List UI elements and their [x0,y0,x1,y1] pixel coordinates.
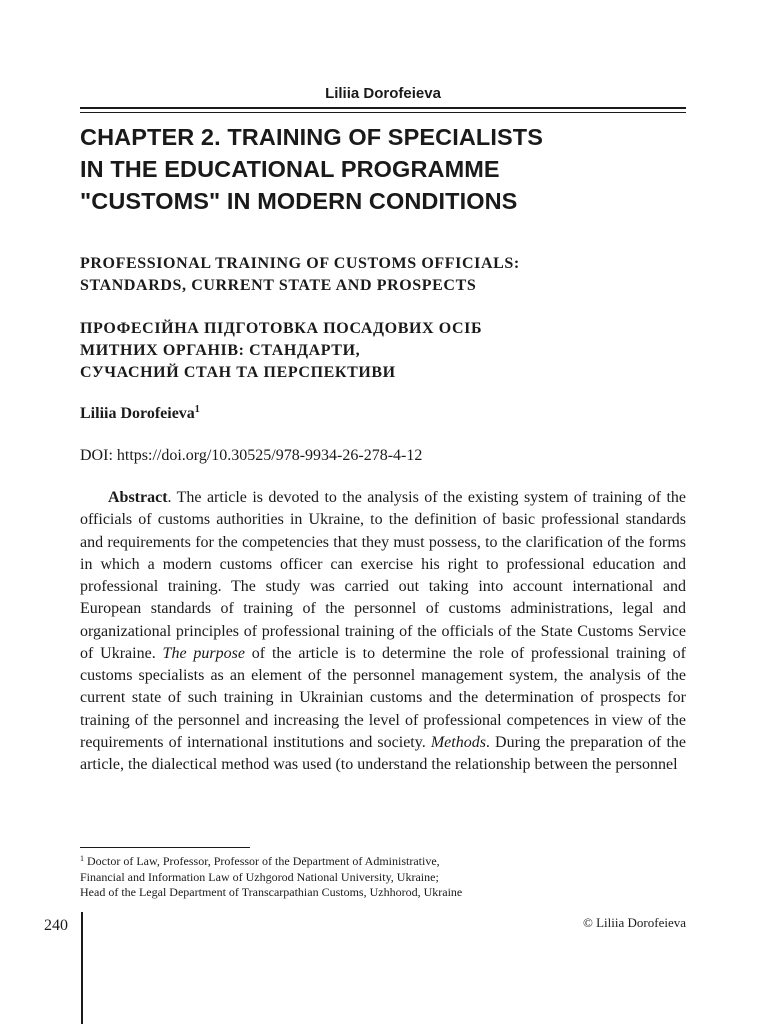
article-title-line: СУЧАСНИЙ СТАН ТА ПЕРСПЕКТИВИ [80,364,396,381]
article-title-line: ПРОФЕСІЙНА ПІДГОТОВКА ПОСАДОВИХ ОСІБ [80,320,483,337]
footnote-line: Financial and Information Law of Uzhgorod National University, Ukraine; [80,869,439,884]
footnote [80,854,686,901]
footnote-text: Doctor of Law, Professor, Professor of the Department of Administrative, [84,854,440,868]
chapter-title-line: IN THE EDUCATIONAL PROGRAMME [80,156,500,182]
abstract-text: of the article is to determine the role of professional training of customs specialists as an element of the personnel management system, the analysis of the current state of such training in Ukrainian customs and the determination of prospects for training of the personnel and increasing the level of professional competences in view of the requirements of international institutions and society. [80,644,687,751]
article-title-ukrainian [80,318,686,384]
footnote-rule [80,847,250,848]
article-title-english [80,253,686,297]
abstract-text: . During the preparation of the article, the dialectical method was used (to understand the relationship between the personnel [80,733,687,773]
abstract-paragraph [80,487,686,776]
chapter-title-line: "CUSTOMS" IN MODERN CONDITIONS [80,188,518,214]
footnote-line [80,854,686,870]
page-number: 240 [44,917,68,934]
methods-label: Methods [430,733,486,751]
author-byline [80,403,200,425]
article-title-line: PROFESSIONAL TRAINING OF CUSTOMS OFFICIALS: [80,255,520,272]
chapter-title-line: CHAPTER 2. TRAINING OF SPECIALISTS [80,124,543,150]
author-name: Liliia Dorofeieva [80,405,195,422]
article-title-line: STANDARDS, CURRENT STATE AND PROSPECTS [80,277,477,294]
running-head: Liliia Dorofeieva [325,85,441,102]
chapter-title [80,121,686,217]
copyright-notice: © Liliia Dorofeieva [582,915,686,930]
footnote-mark: 1 [80,854,84,863]
header-rule-thick [80,107,686,109]
doi-link[interactable]: DOI: https://doi.org/10.30525/978-9934-26-278-4-12 [80,447,423,464]
margin-vertical-rule [81,912,83,1024]
article-title-line: МИТНИХ ОРГАНІВ: СТАНДАРТИ, [80,342,361,359]
abstract-text: . The article is devoted to the analysis of the existing system of training of the officials of customs authorities in Ukraine, to the definition of basic professional standards and requirements for the competencies that they must possess, to the clarification of the forms in which a modern customs officer can exercise his right to professional education and professional training. The study was carried out taking into account international and European standards of training of the personnel of customs administrations, legal and organizational principles of professional training of the officials of the State Customs Service of Ukraine. [80,489,686,662]
purpose-label: The purpose [162,644,245,662]
author-footnote-mark[interactable]: 1 [194,404,200,415]
header-rule-thin [80,112,686,113]
footnote-line: Head of the Legal Department of Transcarpathian Customs, Uzhhorod, Ukraine [80,885,463,899]
abstract-label: Abstract [108,489,168,506]
